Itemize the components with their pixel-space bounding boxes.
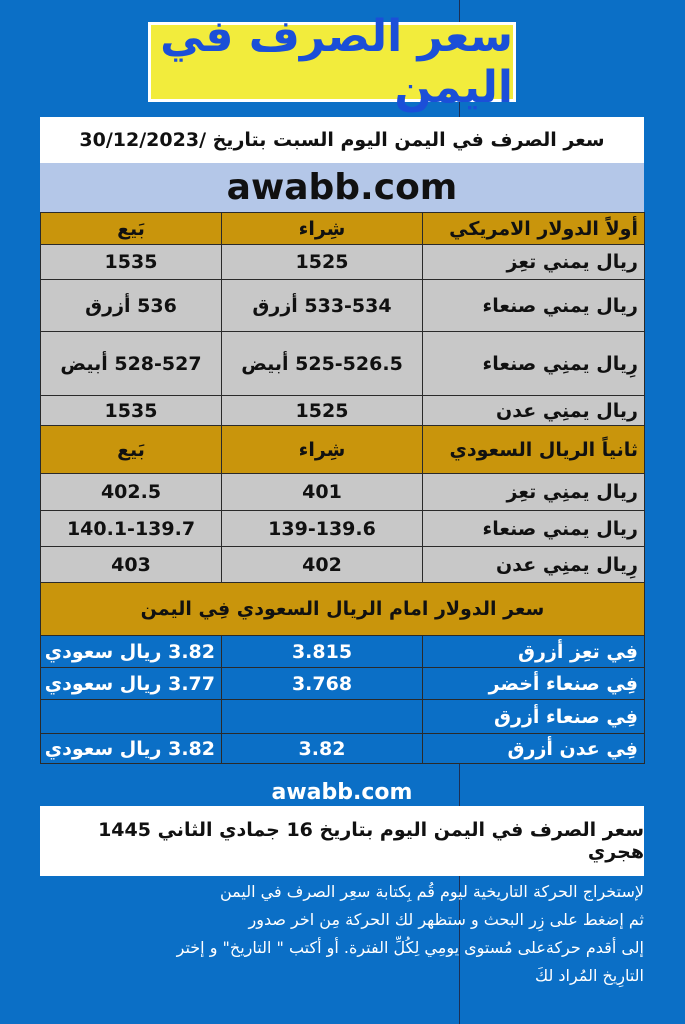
row-label: فِي تعِز أزرق	[423, 636, 645, 668]
instruction-line: التارِيخ المُراد لكَ	[534, 966, 644, 985]
buy-value	[222, 700, 423, 734]
row-label: ريال يمني صنعاء	[423, 511, 645, 547]
sell-value: 536 أزرق	[41, 280, 222, 332]
hijri-date-line: سعر الصرف في اليمن اليوم بتاريخ 16 جمادي الثاني 1445 هجري	[40, 806, 644, 876]
sell-value	[41, 700, 222, 734]
row-label: رِيال يمنِي عدن	[423, 547, 645, 583]
buy-value: 402	[222, 547, 423, 583]
table-row	[41, 636, 645, 668]
table-row	[41, 547, 645, 583]
usd-header-label: أولاً الدولار الامريكي	[423, 213, 645, 245]
sell-value: 1535	[41, 396, 222, 426]
date-line: سعر الصرف في اليمن اليوم السبت بتاريخ /30/12/2023	[40, 117, 644, 163]
row-label: ريال يمني صنعاء	[423, 280, 645, 332]
instruction-line: لإستخراج الحركة التاريخية ليوم قُم بِكتابة سعِر الصرف في اليمن	[220, 882, 644, 901]
sar-header-row	[41, 426, 645, 474]
table-row	[41, 668, 645, 700]
table-row	[41, 734, 645, 764]
site-footer: awabb.com	[271, 779, 413, 805]
instruction-line: ثم إضغط على زِر البحث و ستظهر لك الحركة مِن اخر صدور	[248, 910, 644, 929]
buy-value: 3.815	[222, 636, 423, 668]
usd-vs-sar-banner-row	[41, 583, 645, 636]
table-row	[41, 474, 645, 511]
page-title: سعر الصرف في اليمن	[160, 11, 513, 113]
buy-value: 3.768	[222, 668, 423, 700]
usd-header-row	[41, 213, 645, 245]
instruction-line: إلى أقدم حركةعلى مُستوى يومِي لِكُلِّ الفترة. أو أكتب " التاريخ" و إختر	[176, 938, 644, 957]
sell-value: 3.82 ريال سعودي	[41, 734, 222, 764]
instructions-text	[40, 878, 644, 990]
buy-header: شِراء	[222, 426, 423, 474]
sell-value: 3.77 ريال سعودي	[41, 668, 222, 700]
table-row	[41, 511, 645, 547]
site-banner: awabb.com	[40, 163, 644, 212]
sell-value: 140.1-139.7	[41, 511, 222, 547]
row-label: رِيال يمنِي صنعاء	[423, 332, 645, 396]
table-row	[41, 245, 645, 280]
sell-header: بَيع	[41, 213, 222, 245]
buy-value: 401	[222, 474, 423, 511]
sar-header-label: ثانياً الريال السعودي	[423, 426, 645, 474]
table-row	[41, 396, 645, 426]
sell-value: 402.5	[41, 474, 222, 511]
buy-value: 533-534 أزرق	[222, 280, 423, 332]
sell-header: بَيع	[41, 426, 222, 474]
table-row	[41, 700, 645, 734]
sell-value: 3.82 ريال سعودي	[41, 636, 222, 668]
row-label: ريال يمني تعِز	[423, 245, 645, 280]
usd-vs-sar-banner: سعر الدولار امام الريال السعودي فِي اليمن	[41, 583, 645, 636]
buy-value: 3.82	[222, 734, 423, 764]
buy-value: 139-139.6	[222, 511, 423, 547]
row-label: فِي صنعاء أزرق	[423, 700, 645, 734]
row-label: ريال يمنِي تعِز	[423, 474, 645, 511]
rates-table	[40, 212, 645, 764]
buy-value: 1525	[222, 396, 423, 426]
table-row	[41, 280, 645, 332]
row-label: ريال يمنِي عدن	[423, 396, 645, 426]
sell-value: 403	[41, 547, 222, 583]
buy-value: 1525	[222, 245, 423, 280]
sell-value: 1535	[41, 245, 222, 280]
buy-value: 525-526.5 أبيض	[222, 332, 423, 396]
title-banner	[148, 11, 516, 113]
row-label: فِي صنعاء أخضر	[423, 668, 645, 700]
table-row	[41, 332, 645, 396]
row-label: فِي عدن أزرق	[423, 734, 645, 764]
sell-value: 528-527 أبيض	[41, 332, 222, 396]
buy-header: شِراء	[222, 213, 423, 245]
